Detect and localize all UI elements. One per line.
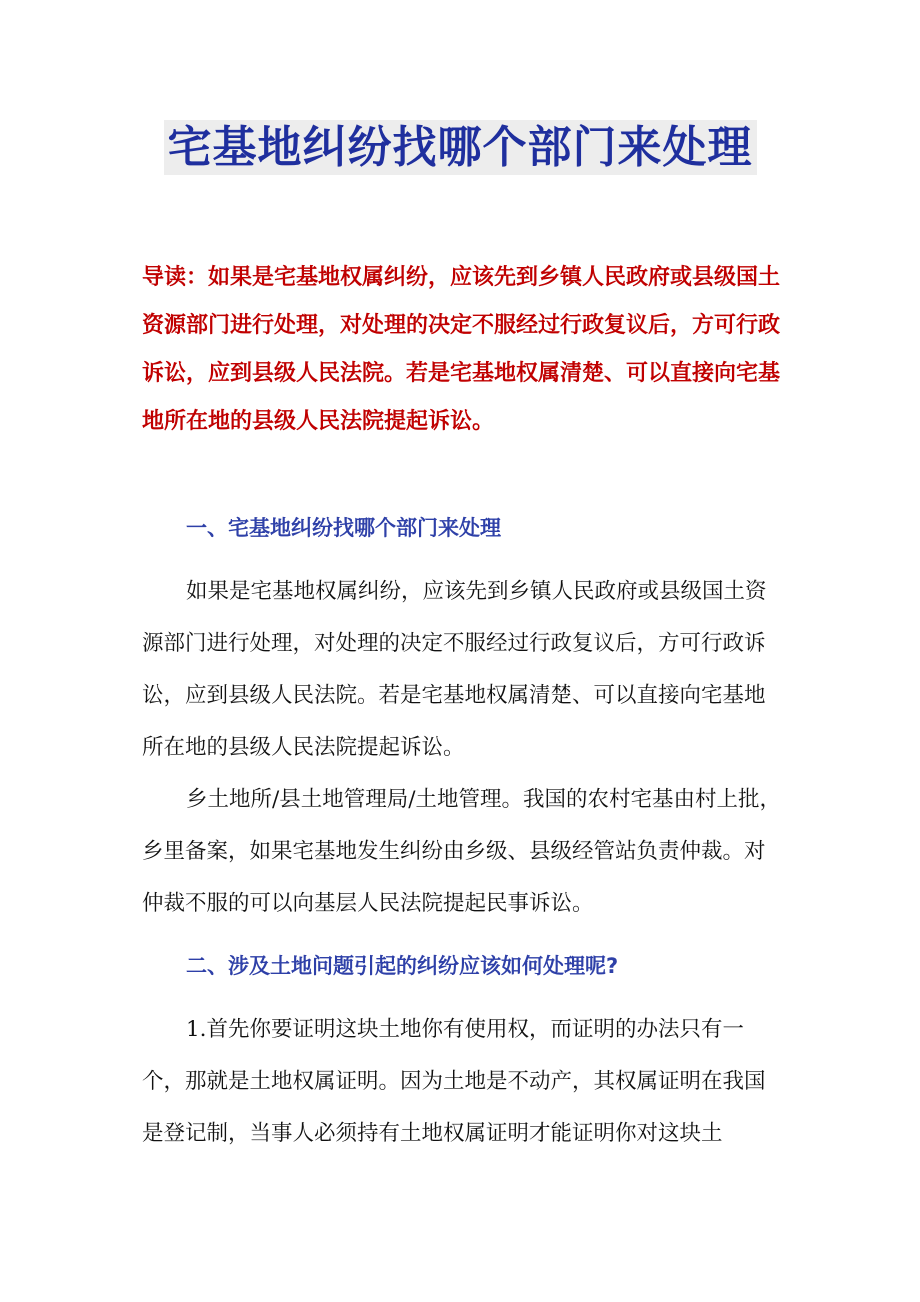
- section-2-paragraph-1: 1.首先你要证明这块土地你有使用权，而证明的办法只有一个，那就是土地权属证明。因为土地是不动产，其权属证明在我国是登记制，当事人必须持有土地权属证明才能证明你对这块土: [142, 1017, 766, 1146]
- section-1-heading: 一、宅基地纠纷找哪个部门来处理: [186, 516, 501, 540]
- section-1-paragraph-1: 如果是宅基地权属纠纷，应该先到乡镇人民政府或县级国土资源部门进行处理，对处理的决定不服经过行政复议后，方可行政诉讼，应到县级人民法院。若是宅基地权属清楚、可以直接向宅基地所在地的县级人民法院提起诉讼。: [142, 579, 767, 760]
- section-1-paragraph-2: 乡土地所/县土地管理局/土地管理。我国的农村宅基由村上批，乡里备案，如果宅基地发生纠纷由乡级、县级经管站负责仲裁。对仲裁不服的可以向基层人民法院提起民事诉讼。: [142, 787, 781, 916]
- intro-paragraph: 导读：如果是宅基地权属纠纷，应该先到乡镇人民政府或县级国土资源部门进行处理，对处理的决定不服经过行政复议后，方可行政诉讼，应到县级人民法院。若是宅基地权属清楚、可以直接向宅基地所在地的县级人民法院提起诉讼。: [142, 265, 781, 434]
- document-title: [0, 118, 920, 178]
- section-2-heading: 二、涉及土地问题引起的纠纷应该如何处理呢?: [186, 954, 619, 978]
- document-title-text: 宅基地纠纷找哪个部门来处理: [164, 120, 757, 175]
